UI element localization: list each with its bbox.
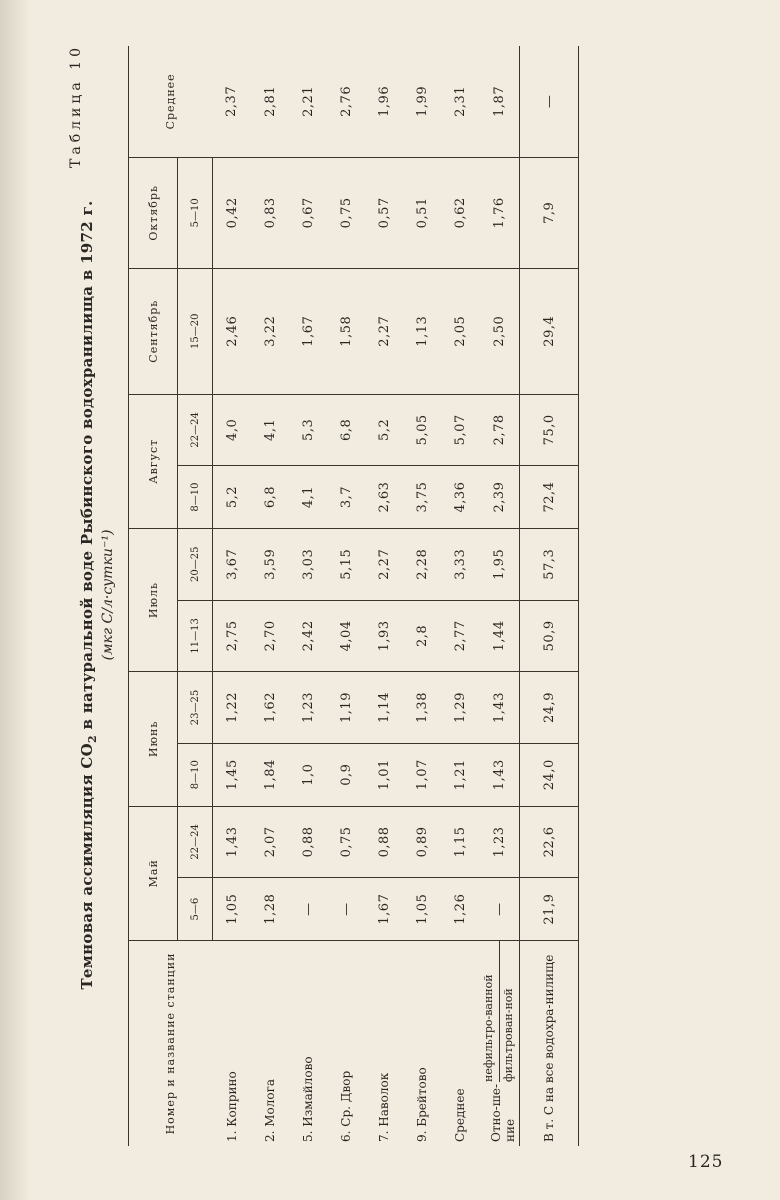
data-table (128, 46, 579, 1146)
table-cell: 4,0 (213, 394, 252, 466)
date-header: 20—25 (178, 528, 213, 600)
month-header-may: Май (129, 806, 178, 940)
table-cell: 2,81 (262, 85, 278, 117)
table-cell: 1,05 (213, 878, 252, 941)
table-cell: 4,1 (251, 394, 289, 466)
station-name: 7. Наволок (365, 941, 403, 1147)
station-name: 6. Ср. Двор (327, 941, 365, 1147)
table-cell: 5,2 (365, 394, 403, 466)
table-cell: 0,51 (403, 157, 441, 268)
table-row (251, 46, 289, 1146)
table-cell: 1,28 (251, 878, 289, 941)
table-cell: 5,3 (289, 394, 327, 466)
total-value: 24,9 (520, 672, 579, 744)
title-part-1: Темновая ассимиляция CO (78, 743, 96, 990)
table-cell: 0,57 (365, 157, 403, 268)
table-body (213, 46, 579, 1146)
table-cell: 1,15 (441, 806, 479, 878)
table-cell: 3,7 (327, 466, 365, 529)
station-column-header (129, 941, 213, 1147)
relation-value: 2,39 (479, 466, 520, 529)
table-cell: 1,21 (441, 743, 479, 806)
table-cell: 1,43 (213, 806, 252, 878)
table-cell: 2,27 (365, 528, 403, 600)
table-cell: 2,8 (403, 600, 441, 672)
table-cell: 2,76 (338, 85, 354, 117)
station-name: 5. Измайлово (289, 941, 327, 1147)
table-cell: 3,03 (289, 528, 327, 600)
table-cell: 0,75 (327, 157, 365, 268)
relation-value: 2,78 (479, 394, 520, 466)
table-cell: 2,07 (251, 806, 289, 878)
table-cell: 1,01 (365, 743, 403, 806)
table-row (213, 46, 252, 1146)
month-header-june: Июнь (129, 672, 178, 806)
total-label: В т. С на все водохра-нилище (520, 941, 579, 1147)
table-cell: 4,04 (327, 600, 365, 672)
table-cell: 3,22 (251, 268, 289, 394)
relation-value: 1,95 (479, 528, 520, 600)
table-number: Таблица 10 (68, 44, 84, 168)
table-cell: 1,22 (213, 672, 252, 744)
total-value: 72,4 (520, 466, 579, 529)
table-cell: 6,8 (251, 466, 289, 529)
table-cell: 1,13 (403, 268, 441, 394)
table-cell: 1,58 (327, 268, 365, 394)
table-cell: — (289, 878, 327, 941)
date-header: 5—10 (178, 157, 213, 268)
table-cell: 1,96 (376, 85, 392, 117)
total-value: 7,9 (520, 157, 579, 268)
table-cell: 0,89 (403, 806, 441, 878)
table-cell: 1,62 (251, 672, 289, 744)
date-header: 8—10 (178, 466, 213, 529)
month-header-october: Октябрь (129, 157, 178, 268)
table-cell: 1,45 (213, 743, 252, 806)
rotated-table-page (70, 40, 720, 1150)
month-header-august: Август (129, 394, 178, 528)
table-cell: 1,67 (289, 268, 327, 394)
table-cell: 1,0 (289, 743, 327, 806)
date-header: 23—25 (178, 672, 213, 744)
table-cell: 1,26 (441, 878, 479, 941)
table-cell: 2,05 (441, 268, 479, 394)
table-cell: 0,75 (327, 806, 365, 878)
table-cell: 2,46 (213, 268, 252, 394)
table-cell: 1,99 (414, 85, 430, 117)
table-cell: 5,15 (327, 528, 365, 600)
title-subscript: 2 (86, 735, 99, 744)
table-cell: 3,67 (213, 528, 252, 600)
table-cell: 0,88 (365, 806, 403, 878)
total-row (520, 46, 579, 1146)
month-header-september: Сентябрь (129, 268, 178, 394)
table-cell: 1,14 (365, 672, 403, 744)
relation-label: Отно-ше-ние (489, 1083, 518, 1142)
table-cell: 4,1 (289, 466, 327, 529)
date-header: 22—24 (178, 394, 213, 466)
table-cell: 1,29 (441, 672, 479, 744)
relation-label-cell (479, 941, 520, 1147)
average-column-header: Среднее (164, 73, 178, 130)
table-cell: 1,67 (365, 878, 403, 941)
table-cell: 2,42 (289, 600, 327, 672)
station-column-header-text: Номер и название станции (163, 952, 177, 1135)
relation-value: — (479, 878, 520, 941)
page-number: 125 (688, 1152, 724, 1172)
total-value: 75,0 (520, 394, 579, 466)
relation-value: 2,50 (479, 268, 520, 394)
total-value: 29,4 (520, 268, 579, 394)
table-cell: 1,38 (403, 672, 441, 744)
table-cell: 3,75 (403, 466, 441, 529)
table-cell: 4,36 (441, 466, 479, 529)
date-header: 15—20 (178, 268, 213, 394)
table-cell: 0,88 (289, 806, 327, 878)
table-cell: 5,05 (403, 394, 441, 466)
month-header-july: Июль (129, 528, 178, 671)
date-header: 22—24 (178, 806, 213, 878)
relation-value: 1,43 (479, 672, 520, 744)
table-cell: 0,42 (213, 157, 252, 268)
table-cell: 1,05 (403, 878, 441, 941)
relation-label-numerator: нефильтро-ванной (480, 941, 499, 1082)
table-cell: 3,33 (441, 528, 479, 600)
table-cell: 5,2 (213, 466, 252, 529)
table-cell: 0,62 (441, 157, 479, 268)
date-header: 5—6 (178, 878, 213, 941)
table-cell: 0,67 (289, 157, 327, 268)
table-cell: 2,21 (300, 85, 316, 117)
relation-value: 1,44 (479, 600, 520, 672)
title-part-2: в натуральной воде Рыбинского водохранилища в 1972 г. (78, 200, 96, 736)
page-gutter-shadow (0, 0, 30, 1200)
table-cell: 3,59 (251, 528, 289, 600)
total-value: 50,9 (520, 600, 579, 672)
station-name: 2. Молога (251, 941, 289, 1147)
table-row (441, 46, 479, 1146)
total-value: 24,0 (520, 743, 579, 806)
table-cell: 2,75 (213, 600, 252, 672)
table-cell: 1,19 (327, 672, 365, 744)
table-cell: 2,77 (441, 600, 479, 672)
relation-value: 1,76 (479, 157, 520, 268)
station-name: 9. Брейтово (403, 941, 441, 1147)
date-header: 11—13 (178, 600, 213, 672)
table-cell: 2,37 (224, 85, 240, 117)
table-title (78, 40, 99, 1150)
table-cell: 1,93 (365, 600, 403, 672)
relation-value: 1,87 (491, 85, 507, 117)
table-row (365, 46, 403, 1146)
table-row (403, 46, 441, 1146)
relation-label-denominator: фильтрован-ной (501, 988, 515, 1082)
table-cell: 5,07 (441, 394, 479, 466)
table-cell: 1,07 (403, 743, 441, 806)
total-value: — (520, 46, 579, 157)
date-header: 8—10 (178, 743, 213, 806)
total-value: 57,3 (520, 528, 579, 600)
relation-value: 1,23 (479, 806, 520, 878)
station-name: Среднее (441, 941, 479, 1147)
table-cell: 0,9 (327, 743, 365, 806)
table-cell: 1,84 (251, 743, 289, 806)
table-cell: 0,83 (251, 157, 289, 268)
table-cell: 1,23 (289, 672, 327, 744)
relation-value: 1,43 (479, 743, 520, 806)
total-value: 21,9 (520, 878, 579, 941)
total-value: 22,6 (520, 806, 579, 878)
table-cell: 2,63 (365, 466, 403, 529)
table-cell: 6,8 (327, 394, 365, 466)
relation-row (479, 46, 520, 1146)
table-cell: 2,70 (251, 600, 289, 672)
table-row (327, 46, 365, 1146)
table-row (289, 46, 327, 1146)
table-cell: 2,27 (365, 268, 403, 394)
table-cell: 2,28 (403, 528, 441, 600)
table-cell: — (327, 878, 365, 941)
table-cell: 2,31 (452, 85, 468, 117)
station-name: 1. Коприно (213, 941, 252, 1147)
table-units: (мкг C/л·сутки⁻¹) (100, 529, 116, 661)
